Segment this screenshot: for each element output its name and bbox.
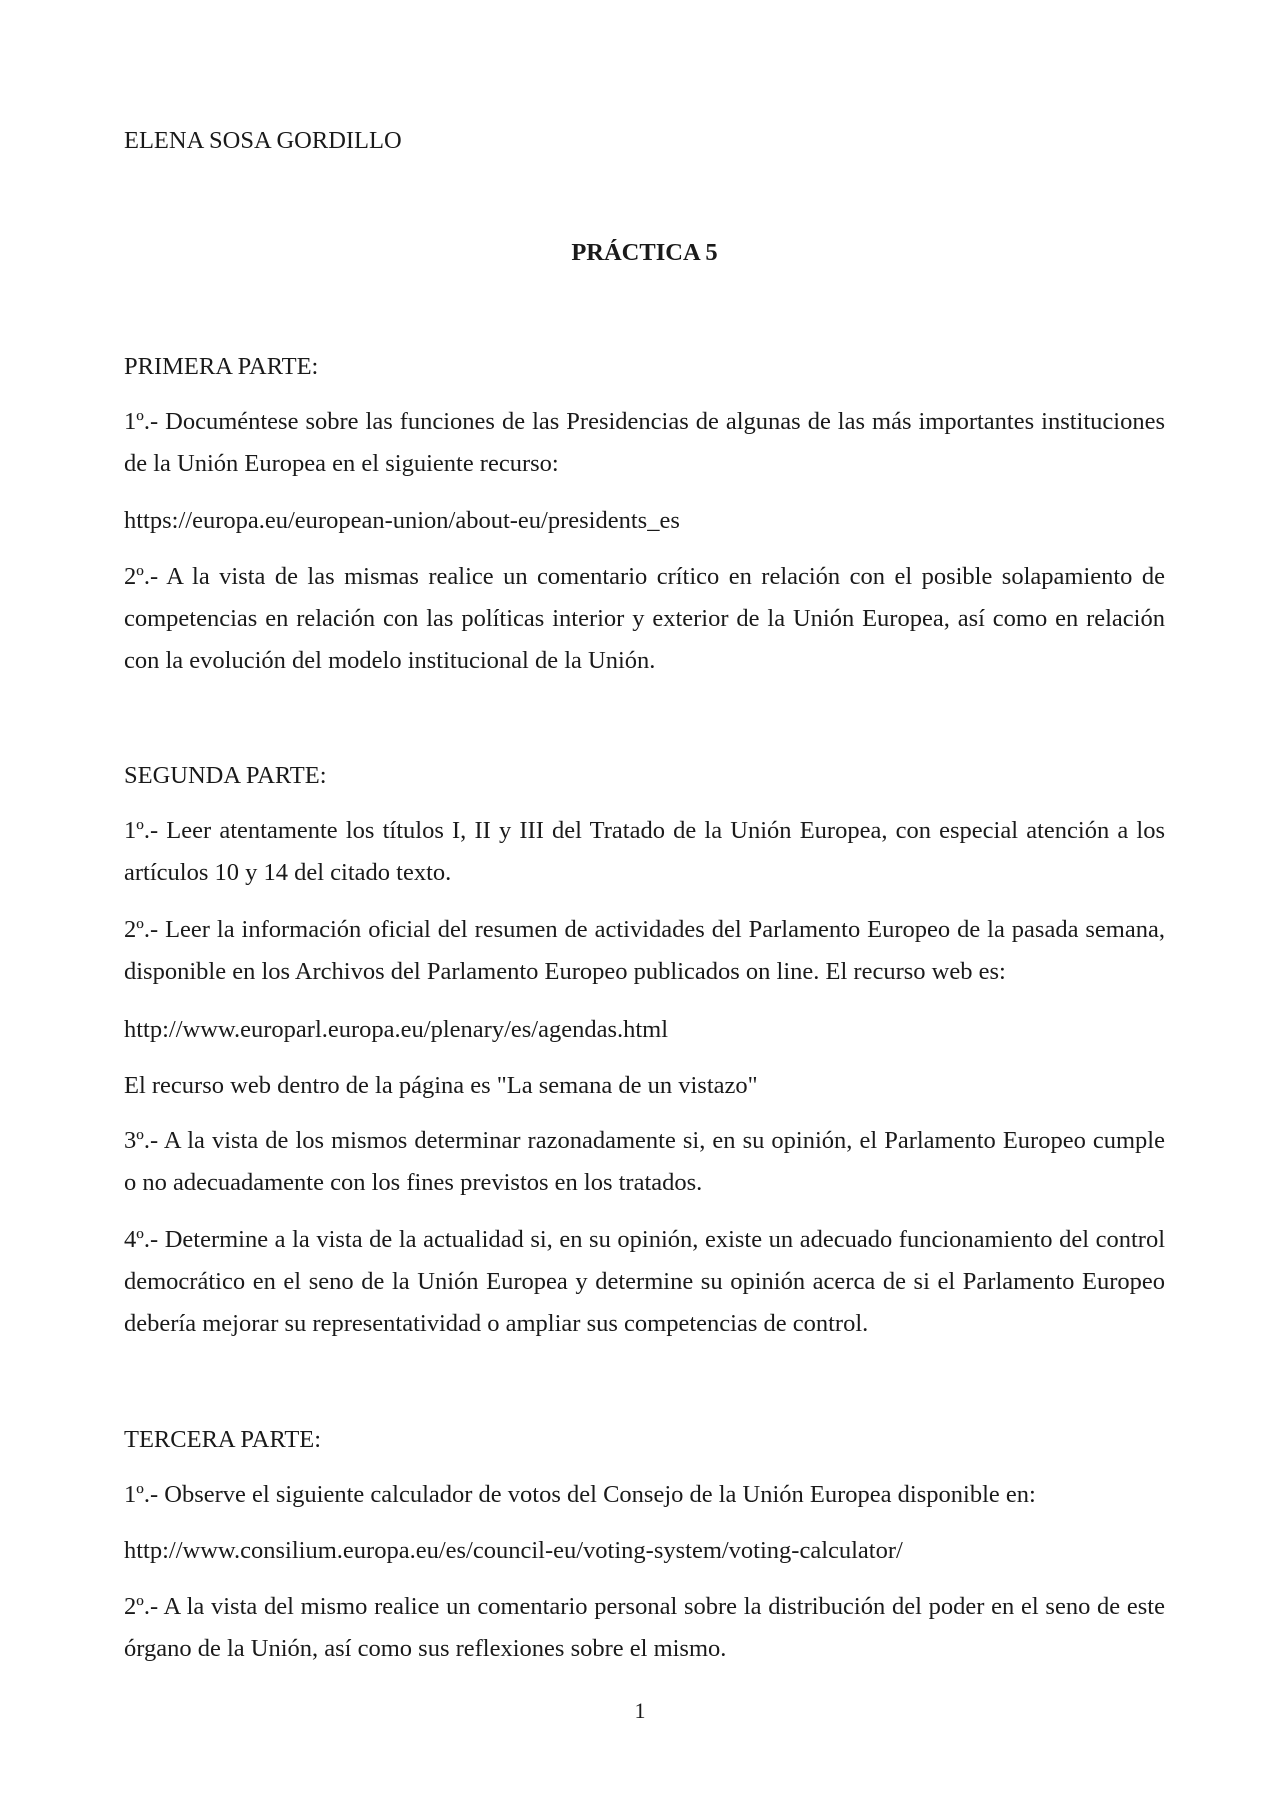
- part3-item2: 2º.- A la vista del mismo realice un comentario personal sobre la distribución del poder en el seno de este órgano de la Unión, así como sus reflexiones sobre el mismo.: [124, 1593, 1165, 1662]
- section-heading-part3: TERCERA PARTE:: [124, 1426, 322, 1453]
- part2-item1: 1º.- Leer atentamente los títulos I, II y III del Tratado de la Unión Europea, con especial atención a los artículos 10 y 14 del citado texto.: [124, 817, 1165, 886]
- part2-item2: 2º.- Leer la información oficial del resumen de actividades del Parlamento Europeo de la pasada semana, disponible en los Archivos del Parlamento Europeo publicados on line. El recurso web es:: [124, 916, 1165, 985]
- part1-item1: 1º.- Documéntese sobre las funciones de las Presidencias de algunas de las más importantes instituciones de la Unión Europea en el siguiente recurso:: [124, 408, 1165, 477]
- page-number: 1: [634, 1698, 646, 1723]
- section-heading-part1: PRIMERA PARTE:: [124, 353, 319, 380]
- author-name: ELENA SOSA GORDILLO: [124, 127, 402, 154]
- part1-item2: 2º.- A la vista de las mismas realice un comentario crítico en relación con el posible solapamiento de competencias en relación con las políticas interior y exterior de la Unión Europea, así como en relación con la evolución del modelo institucional de la Unión.: [124, 563, 1165, 674]
- part2-item3: 3º.- A la vista de los mismos determinar razonadamente si, en su opinión, el Parlamento Europeo cumple o no adecuadamente con los fines previstos en los tratados.: [124, 1127, 1165, 1196]
- part2-note: El recurso web dentro de la página es "La semana de un vistazo": [124, 1072, 758, 1099]
- part3-item1: 1º.- Observe el siguiente calculador de votos del Consejo de la Unión Europea disponible en:: [124, 1481, 1036, 1508]
- part2-item4: 4º.- Determine a la vista de la actualidad si, en su opinión, existe un adecuado funcionamiento del control democrático en el seno de la Unión Europea y determine su opinión acerca de si el Parlamento Europeo debería mejorar su representatividad o ampliar sus competencias de control.: [124, 1226, 1165, 1337]
- part3-link1: http://www.consilium.europa.eu/es/council-eu/voting-system/voting-calculator/: [124, 1537, 903, 1564]
- part1-link1: https://europa.eu/european-union/about-eu/presidents_es: [124, 507, 680, 534]
- page-title: PRÁCTICA 5: [571, 239, 718, 266]
- part2-link1: http://www.europarl.europa.eu/plenary/es/agendas.html: [124, 1016, 669, 1043]
- section-heading-part2: SEGUNDA PARTE:: [124, 762, 327, 789]
